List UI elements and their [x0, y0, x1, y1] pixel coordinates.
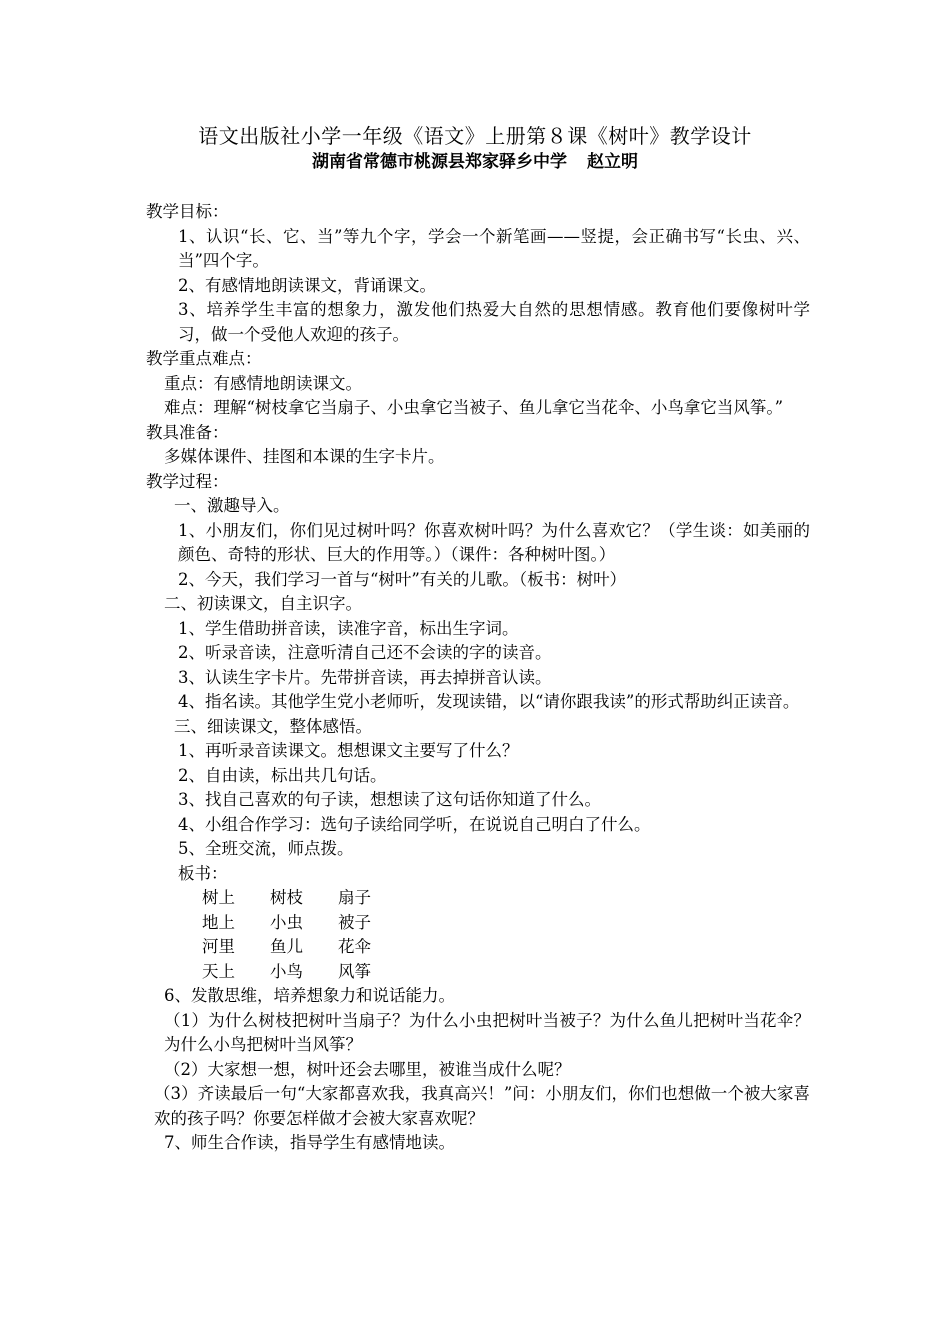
board-cell: 河里: [202, 937, 235, 956]
paragraph-line: 2、今天，我们学习一首与“树叶”有关的儿歌。（板书：树叶）: [178, 569, 627, 589]
paragraph-line: 4、指名读。其他学生党小老师听，发现读错，以“请你跟我读”的形式帮助纠正读音。: [178, 692, 800, 711]
paragraph-line: （1）为什么树枝把树叶当扇子？为什么小虫把树叶当被子？为什么鱼儿把树叶当花伞？为什么小鸟把树叶当风筝？: [164, 1010, 810, 1054]
paragraph-line: 2、听录音读，注意听清自己还不会读的字的读音。: [178, 643, 552, 662]
board-cell: 树上: [202, 888, 235, 907]
paragraph-line: 教学重点难点：: [146, 349, 262, 368]
paragraph-line: 多媒体课件、挂图和本课的生字卡片。: [164, 447, 445, 466]
paragraph-line: 难点：理解“树枝拿它当扇子、小虫拿它当被子、鱼儿拿它当花伞、小鸟拿它当风筝。”: [164, 398, 784, 417]
board-row: [146, 886, 810, 911]
blackboard-table: [146, 886, 810, 984]
paragraph-line: 2、有感情地朗读课文，背诵课文。: [178, 275, 436, 295]
board-cell: 树枝: [270, 888, 303, 907]
paragraph-line: 教学目标：: [146, 202, 229, 221]
paragraph-line: 3、认读生字卡片。先带拼音读，再去掉拼音认读。: [178, 667, 552, 687]
paragraph-line: 1、认识“长、它、当”等九个字，学会一个新笔画——竖提，会正确书写“长虫、兴、当”四个字。: [178, 226, 810, 270]
paragraph-line: 重点：有感情地朗读课文。: [164, 373, 362, 393]
board-cell: 扇子: [338, 888, 371, 907]
paragraph-line: 4、小组合作学习：选句子读给同学听，在说说自己明白了什么。: [178, 814, 651, 834]
paragraph-line: 教具准备：: [146, 422, 229, 442]
paragraphs-after-board: [146, 984, 810, 1156]
paragraph-line: 三、细读课文，整体感悟。: [174, 716, 372, 736]
board-cell: 花伞: [338, 937, 371, 956]
paragraph-line: 3、培养学生丰富的想象力，激发他们热爱大自然的思想情感。教育他们要像树叶学习，做一个受他人欢迎的孩子。: [178, 300, 810, 344]
author-school: 湖南省常德市桃源县郑家驿乡中学: [312, 152, 567, 172]
paragraph-line: 1、学生借助拼音读，读准字音，标出生字词。: [178, 618, 519, 638]
paragraph-line: 6、发散思维，培养想象力和说话能力。: [164, 986, 455, 1005]
board-cell: 小虫: [270, 912, 303, 932]
board-cell: 风筝: [338, 961, 371, 981]
paragraph-line: （2）大家想一想，树叶还会去哪里，被谁当成什么呢？: [164, 1059, 571, 1079]
board-cell: 地上: [202, 912, 235, 932]
paragraph-line: 二、初读课文，自主识字。: [164, 594, 362, 613]
author-name: 赵立明: [587, 152, 638, 172]
board-row: [146, 935, 810, 960]
board-cell: 小鸟: [270, 961, 303, 981]
paragraph-line: 7、师生合作读，指导学生有感情地读。: [164, 1133, 455, 1152]
board-cell: 鱼儿: [270, 937, 303, 956]
paragraph-line: 教学过程：: [146, 471, 229, 491]
paragraph-line: （3）齐读最后一句“大家都喜欢我，我真高兴！”问：小朋友们，你们也想做一个被大家喜欢的孩子吗？你要怎样做才会被大家喜欢呢？: [154, 1084, 810, 1128]
board-row: [146, 911, 810, 936]
board-cell: 天上: [202, 961, 235, 981]
paragraphs-before-board: [146, 200, 810, 886]
paragraph-line: 板书：: [178, 863, 228, 883]
board-row: [146, 960, 810, 985]
paragraph-line: 1、再听录音读课文。想想课文主要写了什么？: [178, 741, 519, 760]
paragraph-line: 1、小朋友们，你们见过树叶吗？你喜欢树叶吗？为什么喜欢它？（学生谈：如美丽的颜色、奇特的形状、巨大的作用等。）（课件：各种树叶图。）: [178, 520, 810, 564]
paragraph-line: 3、找自己喜欢的句子读，想想读了这句话你知道了什么。: [178, 790, 601, 809]
paragraph-line: 5、全班交流，师点拨。: [178, 839, 354, 858]
paragraph-line: 2、自由读，标出共几句话。: [178, 765, 387, 785]
document-body: [146, 200, 810, 1156]
paragraph-line: 一、激趣导入。: [174, 496, 290, 515]
author-line: [0, 150, 950, 174]
board-cell: 被子: [338, 912, 371, 932]
document-title: 语文出版社小学一年级《语文》上册第８课《树叶》教学设计: [198, 124, 752, 148]
